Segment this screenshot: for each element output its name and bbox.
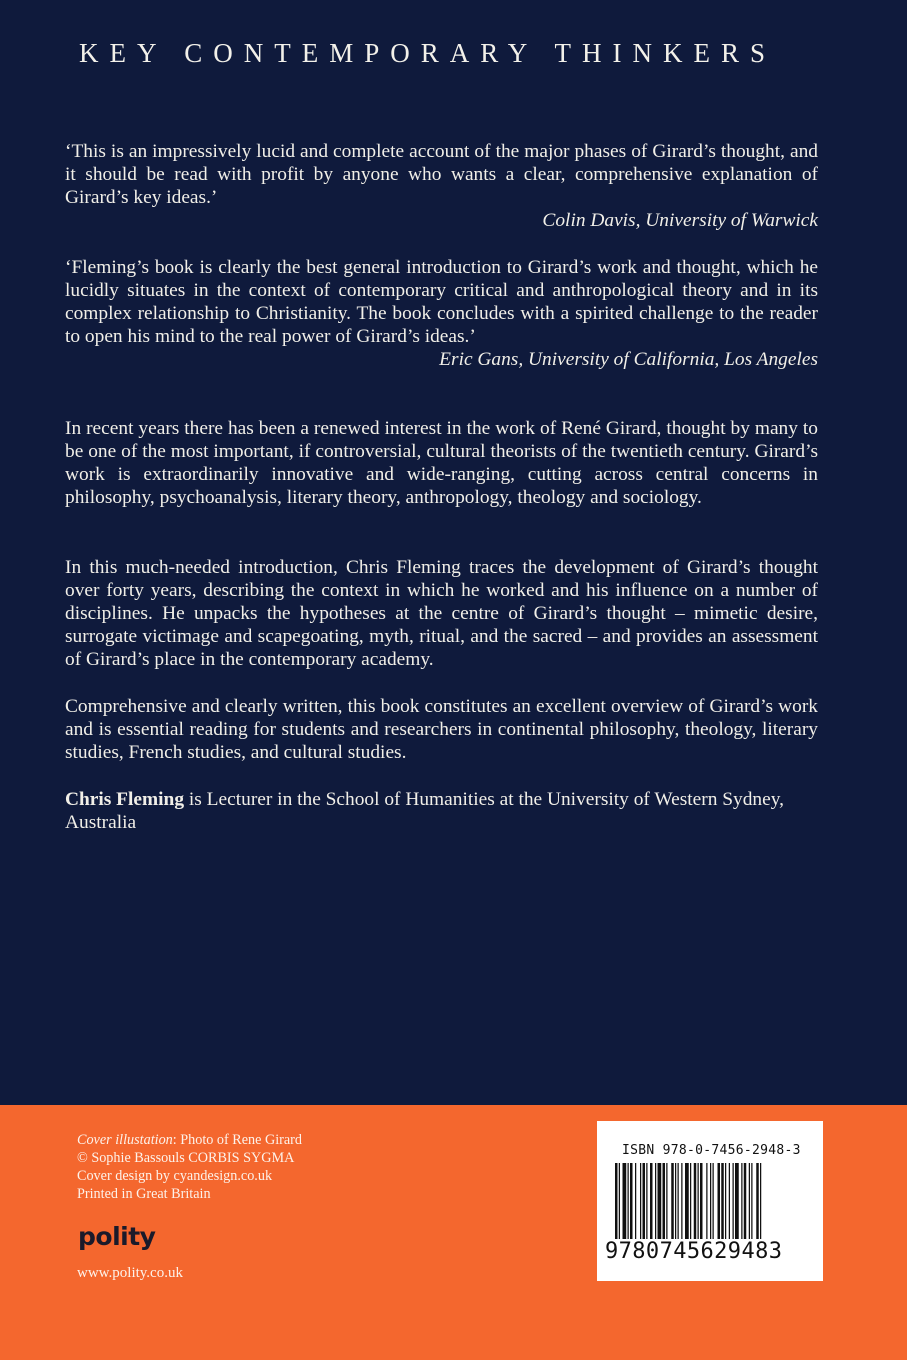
quote-1	[65, 140, 818, 232]
quote-2	[65, 256, 818, 371]
description-paragraph-2: In this much-needed introduction, Chris Fleming traces the development of Girard’s thought over forty years, describing the context in which he worked and his influence on a number of disciplines. He unpacks the hypotheses at the centre of Girard’s thought – mimetic desire, surrogate victimage and scapegoating, myth, ritual, and the sacred – and provides an assessment of Girard’s place in the contemporary academy.	[65, 557, 818, 670]
series-title: KEY CONTEMPORARY THINKERS	[79, 38, 777, 68]
isbn-label: ISBN 978-0-7456-2948-3	[622, 1143, 801, 1158]
quote-1-attribution: Colin Davis, University of Warwick	[542, 210, 818, 231]
polity-logo: polity	[78, 1222, 156, 1251]
barcode-digits: 9780745629483	[605, 1239, 783, 1264]
description-paragraph-1: In recent years there has been a renewed interest in the work of René Girard, thought by many to be one of the most important, if controversial, cultural theorists of the twentieth century. Girard’s work is extraordinarily innovative and wide-ranging, cutting across central concerns in philosophy, psychoanalysis, literary theory, anthropology, theology and sociology.	[65, 418, 818, 508]
credit-design: Cover design by cyandesign.co.uk	[77, 1168, 273, 1184]
author-bio-text: is Lecturer in the School of Humanities at the University of Western Sydney, Australia	[65, 789, 784, 833]
credit-printed: Printed in Great Britain	[77, 1186, 211, 1202]
cover-credits	[77, 1131, 302, 1203]
quote-2-attribution: Eric Gans, University of California, Los Angeles	[439, 349, 818, 370]
barcode-box	[597, 1121, 823, 1281]
author-bio	[65, 788, 818, 834]
description-paragraph-3: Comprehensive and clearly written, this book constitutes an excellent overview of Girard’s work and is essential reading for students and researchers in continental philosophy, theology, literary studies, French studies, and cultural studies.	[65, 696, 818, 763]
quote-2-text: ‘Fleming’s book is clearly the best general introduction to Girard’s work and thought, which he lucidly situates in the context of contemporary critical and anthropological theory and in its complex relationship to Christianity. The book concludes with a spirited challenge to the reader to open his mind to the real power of Girard’s ideas.’	[65, 257, 818, 347]
credit-copyright: © Sophie Bassouls CORBIS SYGMA	[77, 1150, 295, 1166]
credit-illustration-text: : Photo of Rene Girard	[172, 1132, 303, 1148]
quote-1-text: ‘This is an impressively lucid and complete account of the major phases of Girard’s thought, and it should be read with profit by anyone who wants a clear, comprehensive explanation of Girard’s key ideas.’	[65, 141, 818, 208]
publisher-url[interactable]: www.polity.co.uk	[77, 1265, 183, 1281]
author-name: Chris Fleming	[65, 789, 185, 810]
credit-illustration	[77, 1131, 302, 1149]
credit-illustration-label: Cover illustation	[77, 1132, 173, 1148]
